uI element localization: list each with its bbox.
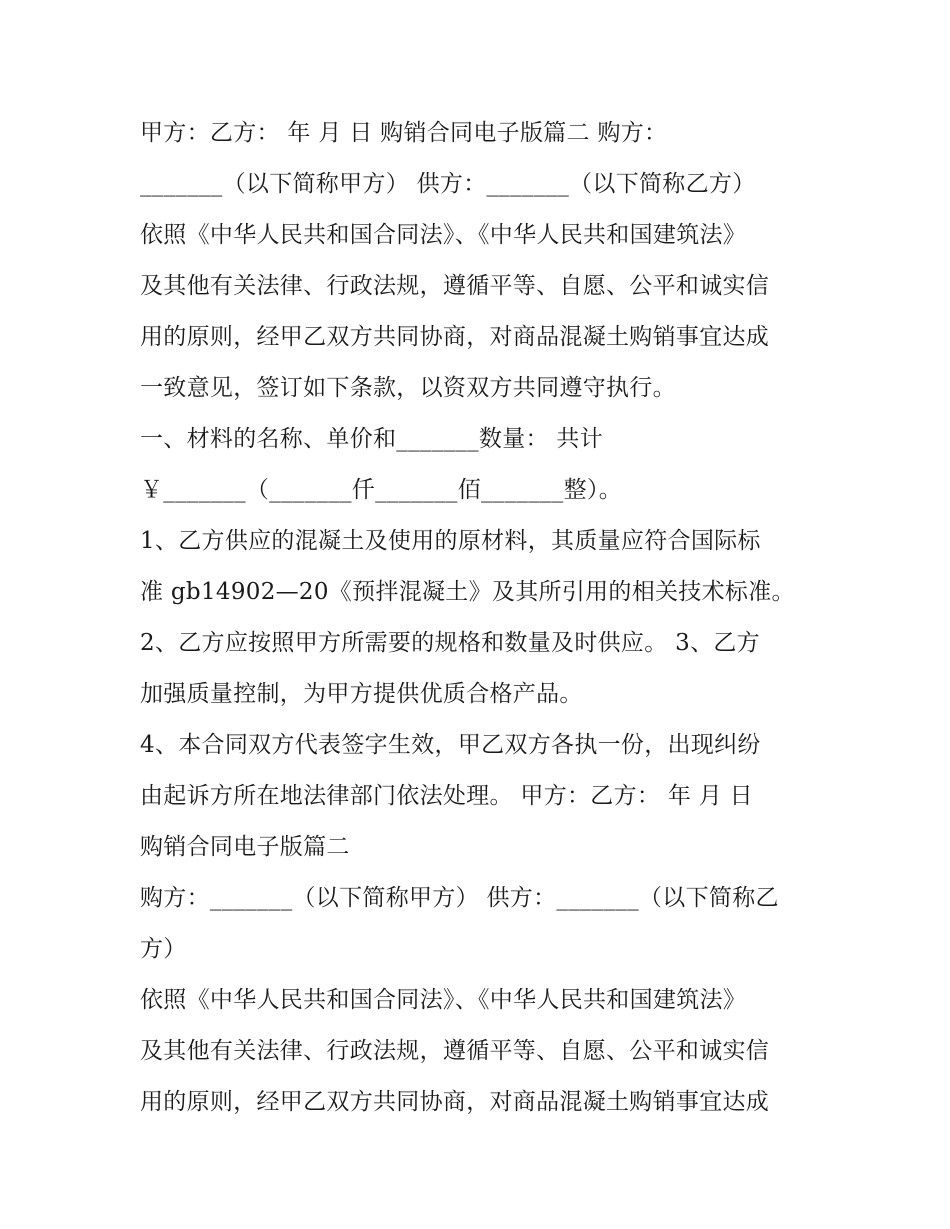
text-line: 甲方：乙方： 年 月 日 购销合同电子版篇二 购方：	[140, 120, 668, 146]
text-line: 准 gb14902—20《预拌混凝土》及其所引用的相关技术标准。	[140, 579, 795, 605]
text-line: 购销合同电子版篇二	[140, 834, 350, 860]
text-line: 一致意见，签订如下条款，以资双方共同遵守执行。	[140, 375, 676, 401]
text-line: 用的原则，经甲乙双方共同协商，对商品混凝土购销事宜达成	[140, 1089, 770, 1115]
text-line: ￥_______（_______仟_______佰_______整）。	[140, 477, 622, 503]
text-line: 4、本合同双方代表签字生效，甲乙双方各执一份，出现纠纷	[140, 732, 761, 758]
text-line: 依照《中华人民共和国合同法》、《中华人民共和国建筑法》	[140, 222, 747, 248]
text-line: 2、乙方应按照甲方所需要的规格和数量及时供应。 3、乙方	[140, 630, 760, 656]
text-line: _______（以下简称甲方） 供方：_______（以下简称乙方）	[140, 171, 756, 197]
text-line: 依照《中华人民共和国合同法》、《中华人民共和国建筑法》	[140, 987, 747, 1013]
text-line: 及其他有关法律、行政法规，遵循平等、自愿、公平和诚实信	[140, 273, 770, 299]
text-line: 由起诉方所在地法律部门依法处理。 甲方：乙方： 年 月 日	[140, 783, 753, 809]
text-line: 及其他有关法律、行政法规，遵循平等、自愿、公平和诚实信	[140, 1038, 770, 1064]
text-line: 方）	[140, 936, 187, 962]
text-line: 用的原则，经甲乙双方共同协商，对商品混凝土购销事宜达成	[140, 324, 770, 350]
text-line: 1、乙方供应的混凝土及使用的原材料，其质量应符合国际标	[140, 528, 761, 554]
text-line: 加强质量控制，为甲方提供优质合格产品。	[140, 681, 583, 707]
text-line: 购方：_______（以下简称甲方） 供方：_______（以下简称乙	[140, 885, 779, 911]
contract-body-text	[140, 108, 820, 1128]
text-line: 一、材料的名称、单价和_______数量： 共计	[140, 426, 604, 452]
